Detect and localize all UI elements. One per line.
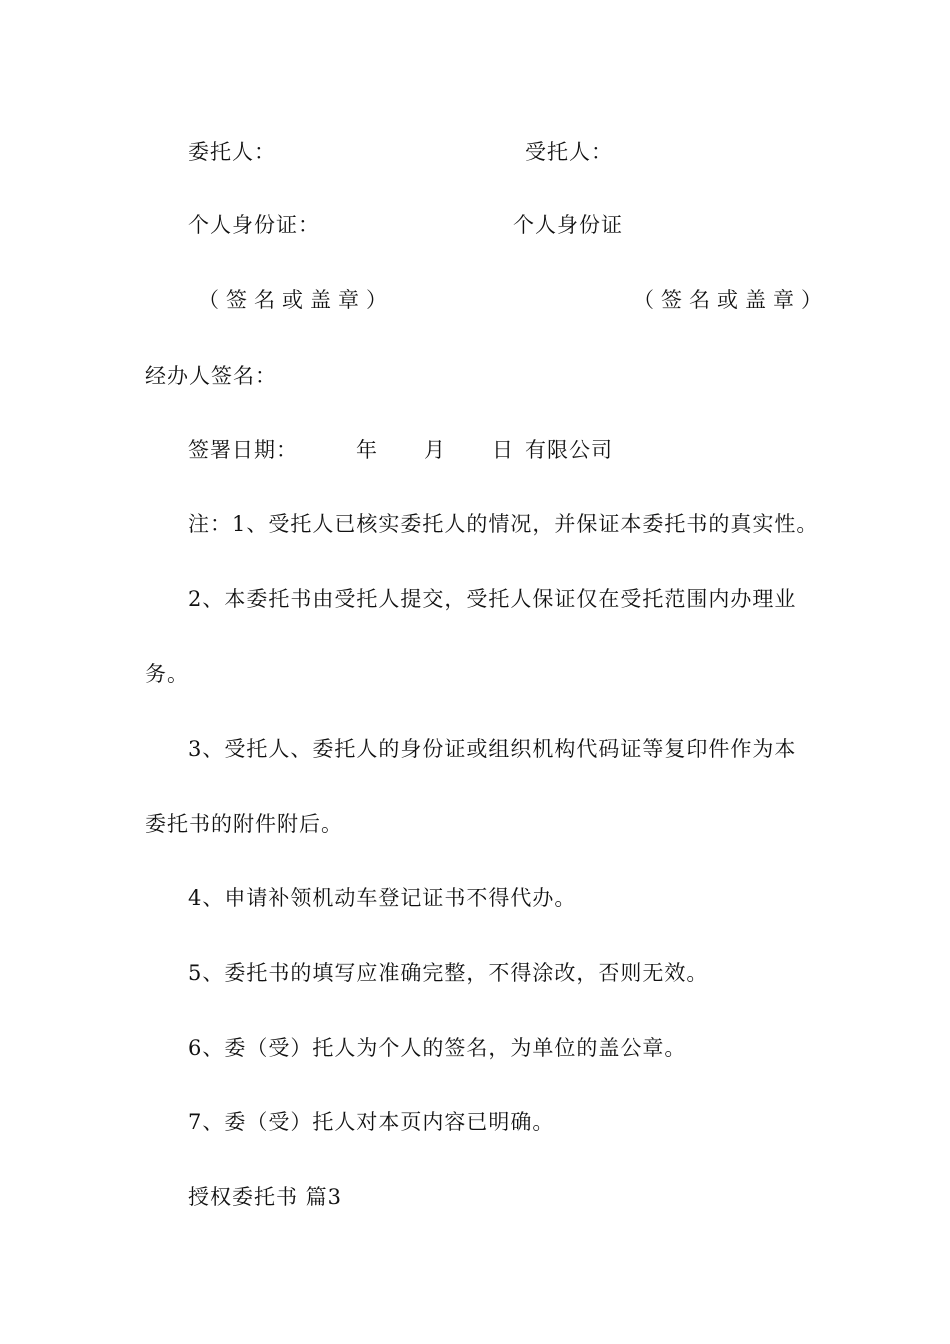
- agent-id-label: 个人身份证: [513, 213, 623, 237]
- note-1: 注：1、受托人已核实委托人的情况，并保证本委托书的真实性。: [188, 512, 819, 536]
- note-3-line2: 委托书的附件附后。: [145, 812, 343, 836]
- agent-label: 受托人：: [525, 140, 613, 164]
- principal-sign-hint: （签名或盖章）: [198, 288, 394, 312]
- agent-sign-hint: （签名或盖章）: [633, 288, 829, 312]
- note-5: 5、委托书的填写应准确完整，不得涂改，否则无效。: [188, 961, 709, 985]
- date-month: 月: [424, 438, 446, 462]
- date-label: 签署日期：: [188, 438, 298, 462]
- principal-label: 委托人：: [188, 140, 276, 164]
- note-2-line1: 2、本委托书由受托人提交，受托人保证仅在受托范围内办理业: [188, 587, 797, 611]
- note-4: 4、申请补领机动车登记证书不得代办。: [188, 886, 577, 910]
- handler-label: 经办人签名：: [145, 364, 277, 388]
- note-7: 7、委（受）托人对本页内容已明确。: [188, 1110, 555, 1134]
- date-year: 年: [356, 438, 378, 462]
- date-day: 日: [492, 438, 514, 462]
- note-2-line2: 务。: [145, 662, 189, 686]
- note-3-line1: 3、受托人、委托人的身份证或组织机构代码证等复印件作为本: [188, 737, 797, 761]
- principal-id-label: 个人身份证：: [188, 213, 320, 237]
- note-6: 6、委（受）托人为个人的签名，为单位的盖公章。: [188, 1036, 687, 1060]
- section-heading: 授权委托书 篇3: [188, 1185, 343, 1209]
- company-name: 有限公司: [525, 438, 613, 462]
